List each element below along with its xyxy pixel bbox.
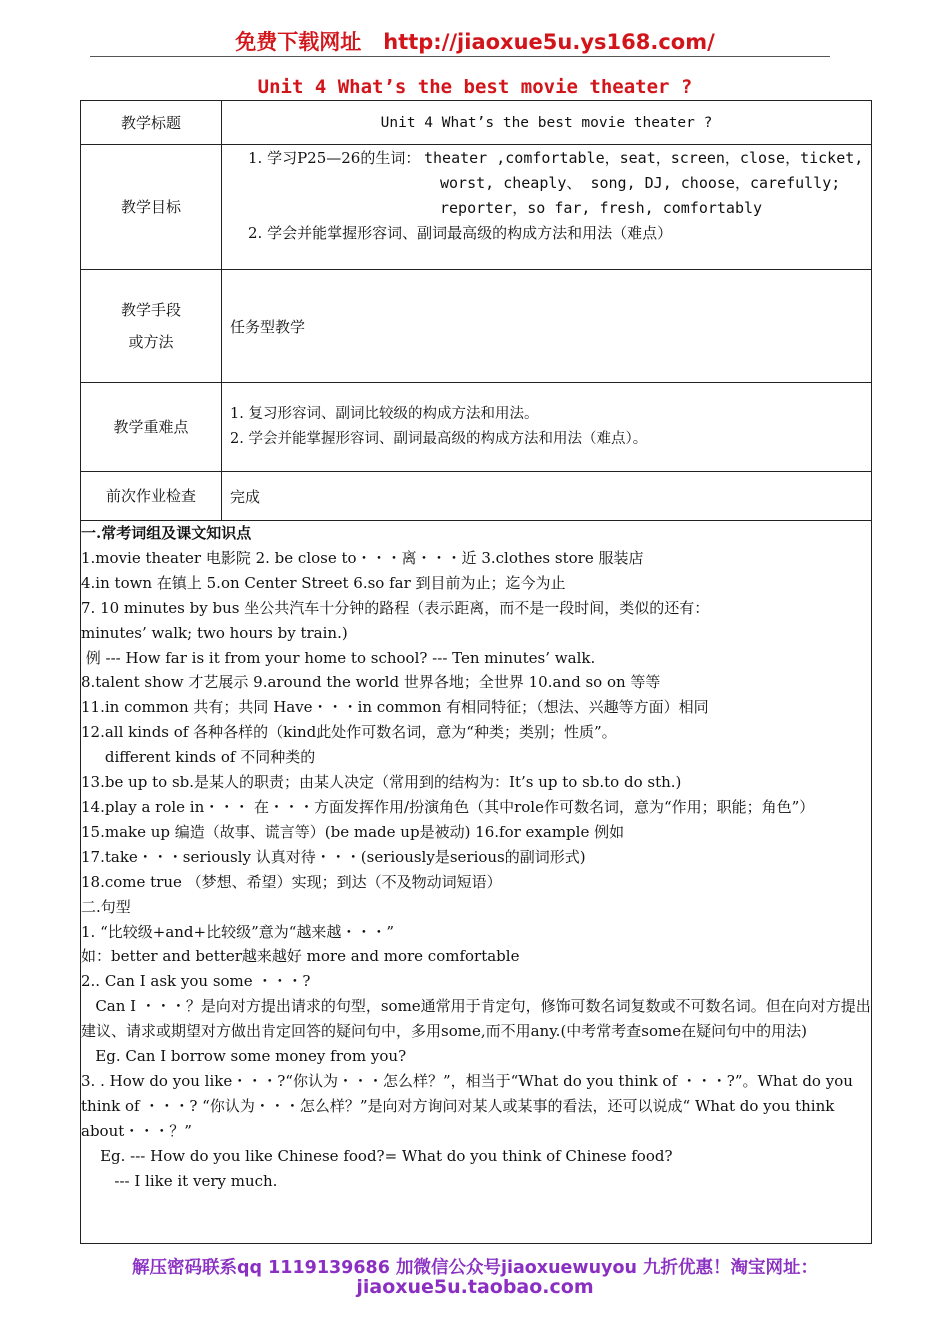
topic-value: Unit 4 What’s the best movie theater ?: [222, 101, 872, 145]
content-line: Eg. Can I borrow some money from you?: [81, 1047, 407, 1066]
content-line: 14.play a role in・・・ 在・・・方面发挥作用/扮演角色（其中role作可数名词，意为“作用；职能；角色”）: [81, 797, 815, 816]
content-line: 3. . How do you like・・・?“你认为・・・怎么样？”，相当于“What do you think of ・・・?”。What do you think of ・・・? “你认为・・・怎么样？”是向对方询问对某人或某事的看法，还可以说成“ What do you think about・・・？”: [81, 1071, 853, 1140]
content-line: 例 --- How far is it from your home to school? --- Ten minutes’ walk.: [81, 648, 596, 667]
difficulty-item1: 1. 复习形容词、副词比较级的构成方法和用法。: [230, 406, 539, 422]
content-line: 18.come true （梦想、希望）实现；到达（不及物动词短语）: [81, 872, 502, 891]
goal-item1-line2: worst, cheaply、 song, DJ, choose，carefully;: [440, 174, 841, 192]
goal-item1-line3: reporter，so far, fresh, comfortably: [440, 199, 763, 217]
content-line: 2.. Can I ask you some ・・・?: [81, 972, 311, 991]
homework-value: 完成: [222, 472, 872, 521]
method-label-line2: 或方法: [128, 333, 174, 351]
difficulty-label: 教学重难点: [81, 383, 222, 472]
content-line: 4.in town 在镇上 5.on Center Street 6.so far 到目前为止；迄今为止: [81, 573, 566, 592]
goal-item1-prefix: 1. 学习P25—26的生词：: [248, 149, 421, 167]
footer-contact-line: 解压密码联系qq 1119139686 加微信公众号jiaoxuewuyou 九折优惠！淘宝网址：: [131, 1258, 819, 1278]
content-body: [81, 521, 872, 1244]
header-url-link[interactable]: http://jiaoxue5u.ys168.com/: [383, 30, 715, 54]
content-line: 13.be up to sb.是某人的职责；由某人决定（常用到的结构为：It’s up to sb.to do sth.): [81, 773, 682, 792]
goal-value: [222, 145, 872, 270]
content-line: 8.talent show 才艺展示 9.around the world 世界各地；全世界 10.and so on 等等: [81, 673, 661, 692]
goal-item1-line1: theater ,comfortable，seat，screen，close，ticket,: [424, 149, 864, 167]
topic-label: 教学标题: [81, 101, 222, 145]
method-label-line1: 教学手段: [120, 301, 181, 319]
difficulty-value: [222, 383, 872, 472]
homework-label: 前次作业检查: [81, 472, 222, 521]
goal-label: 教学目标: [81, 145, 222, 270]
content-line: 如：better and better越来越好 more and more comfortable: [81, 947, 520, 966]
content-line: 7. 10 minutes by bus 坐公共汽车十分钟的路程（表示距离，而不是一段时间，类似的还有：: [81, 598, 710, 617]
page-title: Unit 4 What’s the best movie theater ?: [257, 76, 693, 98]
content-line: Can I ・・・？是向对方提出请求的句型，some通常用于肯定句，修饰可数名词复数或不可数名词。但在向对方提出建议、请求或期望对方做出肯定回答的疑问句中，多用some,而不用any.(中考常考查some在疑问句中的用法): [81, 997, 871, 1041]
content-line: 1. “比较级+and+比较级”意为“越来越・・・”: [81, 922, 395, 941]
goal-item2: 2. 学会并能掌握形容词、副词最高级的构成方法和用法（难点）: [248, 224, 673, 242]
free-download-label: 免费下载网址: [235, 30, 362, 54]
lesson-plan-table: [80, 100, 872, 1244]
content-line: different kinds of 不同种类的: [81, 748, 316, 767]
section2-title: 二.句型: [81, 897, 131, 916]
section1-title: 一.常考词组及课文知识点: [81, 524, 252, 542]
content-line: 17.take・・・seriously 认真对待・・・(seriously是serious的副词形式): [81, 847, 586, 866]
content-line: 11.in common 共有；共同 Have・・・in common 有相同特征；（想法、兴趣等方面）相同: [81, 698, 709, 717]
method-value: 任务型教学: [222, 270, 872, 383]
content-line: minutes’ walk; two hours by train.): [81, 623, 348, 642]
content-line: 12.all kinds of 各种各样的（kind此处作可数名词，意为“种类；类别；性质”。: [81, 723, 617, 742]
content-line: Eg. --- How do you like Chinese food?= What do you think of Chinese food?: [81, 1146, 673, 1165]
method-label: [81, 270, 222, 383]
content-line: --- I like it very much.: [81, 1171, 278, 1190]
content-line: 15.make up 编造（故事、谎言等）(be made up是被动) 16.for example 例如: [81, 822, 625, 841]
content-line: 1.movie theater 电影院 2. be close to・・・离・・・近 3.clothes store 服装店: [81, 548, 644, 567]
difficulty-item2: 2. 学会并能掌握形容词、副词最高级的构成方法和用法（难点）。: [230, 431, 648, 447]
footer-shop-link[interactable]: jiaoxue5u.taobao.com: [356, 1276, 594, 1298]
header-divider: [90, 56, 830, 57]
page-header: [0, 26, 950, 56]
